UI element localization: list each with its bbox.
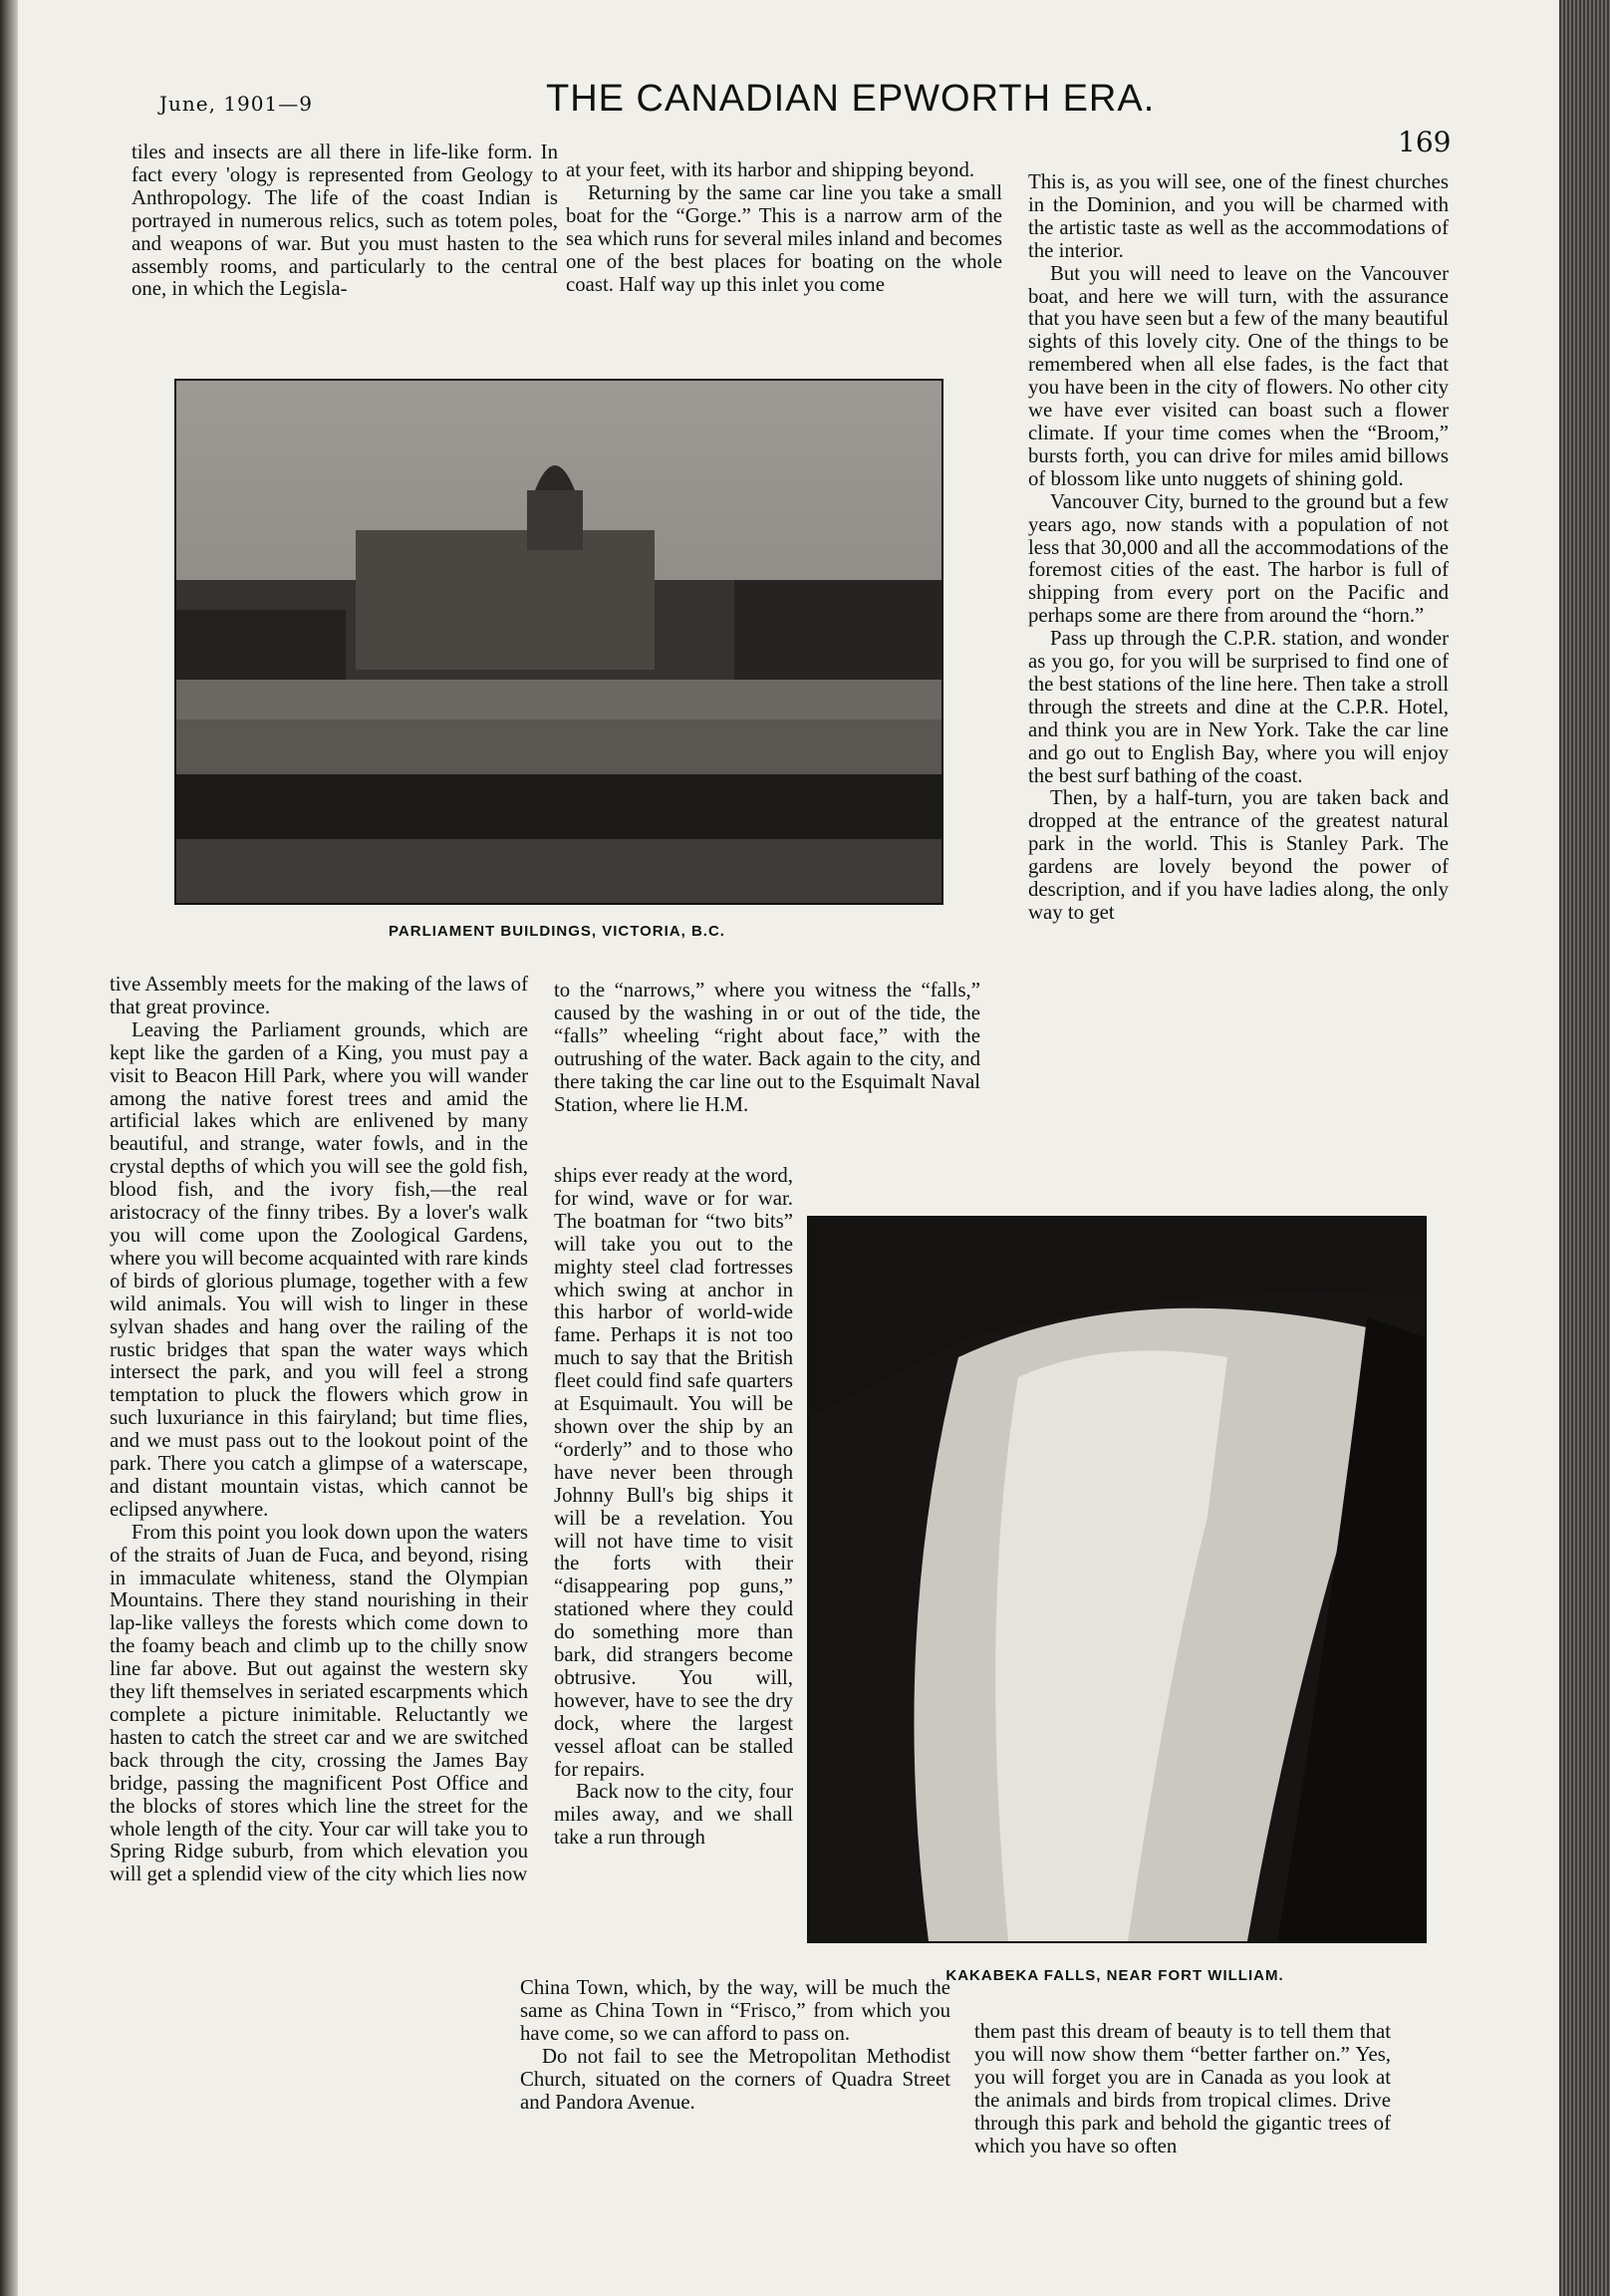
paragraph: Pass up through the C.P.R. station, and wonder as you go, for you will be surprised to find one of the best stations of the line here. Then take a stroll through the streets and dine at the C.P.R. Hotel, and think you are in New York. Take the car line and go out to English Bay, where you will enjoy the best surf bathing of the coast. (1028, 627, 1449, 787)
paragraph: But you will need to leave on the Vancouver boat, and here we will turn, with the assurance that you have seen but a few of the many beautiful sights of this lovely city. One of the things to be remembered when all else fades, is the fact that you have been in the city of flowers. No other city we have ever visited can boast such a flower climate. If your time comes when the “Broom,” bursts forth, you can drive for miles amid billows of blossom like unto nuggets of shining gold. (1028, 261, 1449, 490)
paragraph: ships ever ready at the word, for wind, wave or for war. The boatman for “two bits” will take you out to the mighty steel clad fortresses which swing at anchor in this harbor of world-wide fame. Perhaps it is not too much to say that the British fleet could find safe quarters at Esquimault. You will be shown over the ship by an “orderly” and to those who have never been through Johnny Bull's big ships it will be a revelation. You will not have time to visit the forts with their “disappearing pop guns,” stationed where they could do something more than bark, did strangers become obtrusive. You will, however, have to see the dry dock, where the largest vessel afloat can be stalled for repairs. (554, 1164, 793, 1781)
parliament-buildings-photo (174, 379, 943, 905)
paragraph: them past this dream of beauty is to tell them that you will now show them “better farther on.” Yes, you will forget you are in Canada as you look at the animals and birds from tropical climes. Drive through this park and behold the gigantic trees of which you have so often (974, 2020, 1391, 2157)
paragraph: Vancouver City, burned to the ground but a few years ago, now stands with a population of not less that 30,000 and all the accommodations of the foremost cities of the east. The harbor is full of shipping from every port on the Pacific and perhaps some are there from around the “horn.” (1028, 489, 1449, 628)
issue-date: June, 1901—9 (159, 92, 313, 116)
column-1-top (132, 142, 558, 301)
column-2-mid (554, 980, 980, 1116)
paragraph: From this point you look down upon the waters of the straits of Juan de Fuca, and beyond, rising in immaculate whiteness, stand the Olympian Mountains. There they stand nourishing in their lap-like valleys the forests which come down to the foamy beach and climb up to the chilly snow line far above. But out against the western sky they lift themselves in seriated escarpments which complete a picture inimitable. Reluctantly we hasten to catch the street car and we are switched back through the city, crossing the James Bay bridge, passing the magnificent Post Office and the blocks of stores which line the street for the whole length of the city. Your car will take you to Spring Ridge suburb, from which elevation you will get a splendid view of the city which lies now (110, 1520, 528, 1886)
column-2-top (566, 159, 1002, 296)
book-spine (0, 0, 18, 2296)
paragraph: Leaving the Parliament grounds, which are kept like the garden of a King, you must pay a visit to Beacon Hill Park, where you will wander among the native forest trees and amid the artificial lakes which are enlivened by many beautiful, and strange, water fowls, and in the crystal depths of which you will see the gold fish, blood fish, and the ivory fish,—the real aristocracy of the finny tribes. By a lover's walk you will come upon the Zoological Gardens, where you will become acquainted with rare kinds of birds of glorious plumage, together with a few wild animals. You will wish to linger in these sylvan shades and hang over the railing of the rustic bridges that span the water ways which intersect the park, and you will feel a strong temptation to pluck the flowers which grow in such luxuriance in this fairyland; but time flies, and we must pass out to the lookout point of the park. There you catch a glimpse of a waterscape, and distant mountain vistas, which cannot be eclipsed anywhere. (110, 1017, 528, 1521)
column-2-bottom (520, 1977, 950, 2114)
page-number: 169 (1398, 126, 1452, 158)
paragraph: Do not fail to see the Metropolitan Methodist Church, situated on the corners of Quadra Street and Pandora Avenue. (520, 2044, 950, 2114)
magazine-title: THE CANADIAN EPWORTH ERA. (546, 78, 1156, 120)
paragraph: tive Assembly meets for the making of the laws of that great province. (110, 973, 528, 1018)
paragraph: at your feet, with its harbor and shipping beyond. (566, 158, 975, 181)
paragraph: to the “narrows,” where you witness the “falls,” caused by the washing in or out of the tide, the “falls” wheeling “right about face,” with the outrushing of the water. Back again to the city, and there taking the car line out to the Esquimalt Naval Station, where lie H.M. (554, 979, 980, 1116)
column-3 (1028, 171, 1449, 925)
paragraph: Back now to the city, four miles away, and we shall take a run through (554, 1780, 793, 1850)
falls-photo-drawing (809, 1218, 1425, 1941)
column-3-bottom (974, 2021, 1391, 2157)
column-1-main (110, 974, 528, 1886)
falls-caption: KAKABEKA FALLS, NEAR FORT WILLIAM. (945, 1967, 1284, 1984)
column-2-narrow (554, 1165, 793, 1850)
parliament-photo-drawing (176, 381, 941, 903)
paragraph: China Town, which, by the way, will be much the same as China Town in “Frisco,” from which you have come, so we can afford to pass on. (520, 1976, 950, 2045)
page-edge (1559, 0, 1610, 2296)
paragraph: This is, as you will see, one of the finest churches in the Dominion, and you will be charmed with the artistic taste as well as the accommodations of the interior. (1028, 170, 1449, 262)
kakabeka-falls-photo (807, 1216, 1427, 1943)
paragraph: tiles and insects are all there in life-like form. In fact every 'ology is represented from Geology to Anthropology. The life of the coast Indian is portrayed in numerous relics, such as totem poles, and weapons of war. But you must hasten to the assembly rooms, and particularly to the central one, in which the Legisla- (132, 141, 558, 301)
paragraph: Returning by the same car line you take a small boat for the “Gorge.” This is a narrow arm of the sea which runs for several miles inland and becomes one of the best places for boating on the whole coast. Half way up this inlet you come (566, 180, 1002, 296)
paragraph: Then, by a half-turn, you are taken back and dropped at the entrance of the greatest natural park in the world. This is Stanley Park. The gardens are lovely beyond the power of description, and if you have ladies along, the only way to get (1028, 786, 1449, 924)
parliament-caption: PARLIAMENT BUILDINGS, VICTORIA, B.C. (389, 923, 725, 940)
